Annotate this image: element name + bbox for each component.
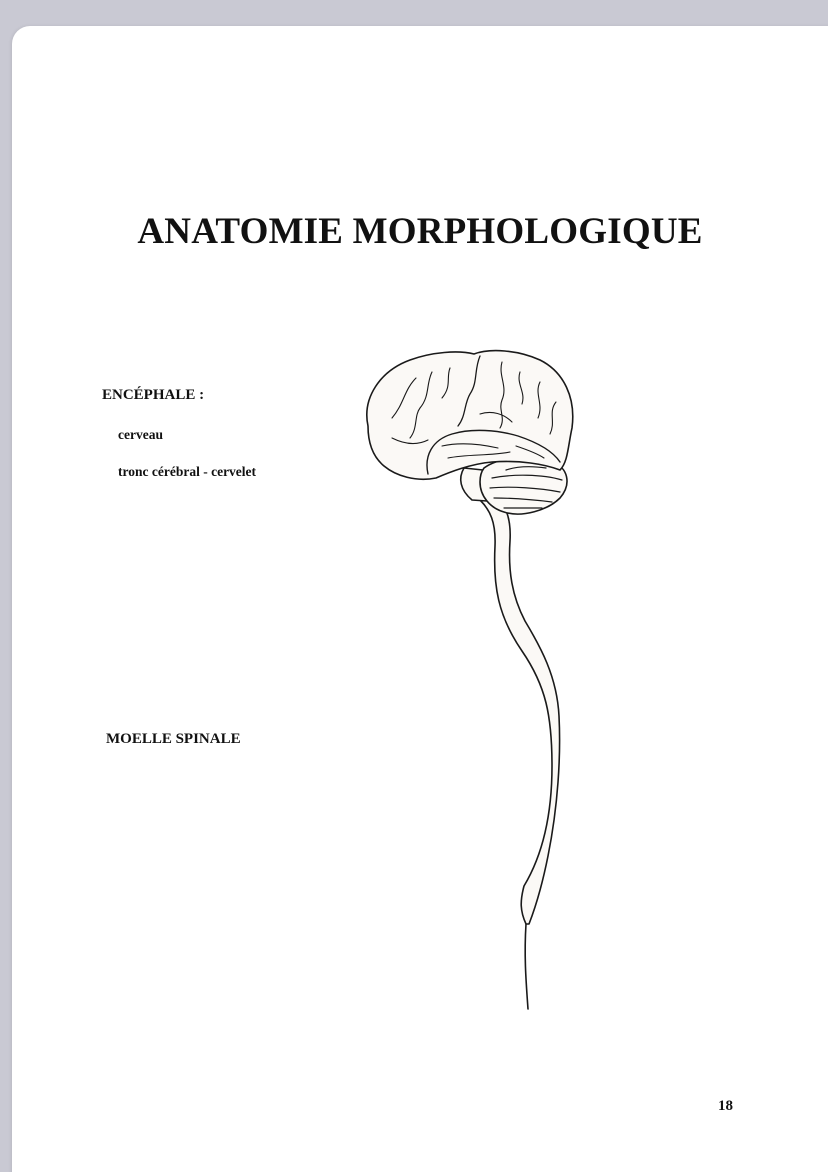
moelle-spinale-heading: MOELLE SPINALE — [106, 731, 241, 747]
cerebrum — [367, 351, 573, 480]
encephale-heading: ENCÉPHALE : — [102, 387, 205, 403]
list-item-tronc-cerebral-cervelet: tronc cérébral - cervelet — [118, 464, 257, 479]
brain-spinal-cord-illustration — [12, 26, 828, 1126]
spinal-cord — [480, 500, 560, 924]
page-title: ANATOMIE MORPHOLOGIQUE — [137, 211, 703, 252]
list-item-cerveau: cerveau — [118, 427, 163, 442]
page-number: 18 — [718, 1098, 733, 1114]
filum-terminale — [525, 924, 528, 1009]
document-page — [12, 26, 828, 1172]
